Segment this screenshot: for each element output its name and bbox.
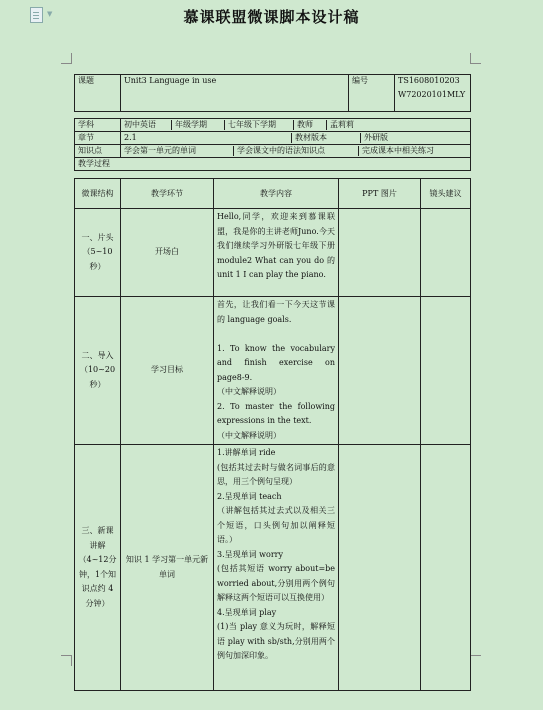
structure-cell: 一、片头（5~10秒） [75, 209, 121, 297]
teacher-value: 孟莉莉 [330, 120, 354, 129]
textbook-value: 外研版 [364, 133, 388, 142]
step-cell: 学习目标 [121, 297, 214, 445]
knowledge-point: 学会课文中的语法知识点 [237, 146, 359, 156]
crop-mark [61, 655, 72, 666]
lesson-header-table [74, 74, 471, 112]
content-line: (1)当 play 意义为玩时，解释短语 play with sb/sth,分别用两个例句加深印象。 [217, 622, 335, 660]
content-line: 2. To master the following expressions in the text. [217, 401, 335, 425]
content-line: (包括其过去时与做名词事后的意思，用三个例句呈现） [217, 462, 335, 486]
chevron-down-icon[interactable]: ▼ [47, 10, 53, 18]
crop-mark [470, 655, 481, 666]
lesson-value: Unit3 Language in use [121, 75, 349, 112]
table-row [75, 445, 471, 691]
step-cell: 知识 1 学习第一单元新单词 [121, 445, 214, 691]
col-shot: 镜头建议 [421, 179, 471, 209]
table-row [75, 209, 471, 297]
col-content: 教学内容 [214, 179, 339, 209]
knowledge-point: 学会第一单元的单词 [124, 146, 234, 156]
content-line: 3.呈现单词 worry [217, 549, 284, 559]
code-value-line: W72020101MLY [398, 90, 466, 99]
subject-label: 学科 [75, 119, 121, 132]
content-line: （中文解释说明） [217, 430, 281, 440]
content-line: 1.讲解单词 ride [217, 448, 276, 457]
subject-row [121, 119, 471, 132]
process-label: 教学过程 [75, 158, 471, 171]
content-line: Hello,同学，欢迎来到慕课联盟，我是你的主讲老师Juno.今天我们继续学习外研版七年级下册 module2 What can you do 的 unit 1 I can play the piano. [217, 212, 335, 279]
content-line [217, 327, 335, 342]
content-cell [214, 209, 339, 297]
ppt-cell [339, 297, 421, 445]
script-table [74, 178, 471, 691]
page-title: 慕课联盟微课脚本设计稿 [183, 8, 360, 26]
chapter-row [121, 132, 471, 145]
table-row [75, 297, 471, 445]
teacher-label: 教师 [297, 120, 327, 130]
content-line: （中文解释说明） [217, 387, 281, 396]
structure-cell: 三、新课讲解（4~12分钟，1个知识点约 4 分钟） [75, 445, 121, 691]
ppt-cell [339, 209, 421, 297]
subject-value: 初中英语 [124, 120, 172, 130]
structure-cell: 二、导入（10~20秒） [75, 297, 121, 445]
shot-cell [421, 209, 471, 297]
textbook-label: 教材版本 [295, 133, 361, 143]
chapter-value: 2.1 [124, 133, 292, 143]
code-value [395, 75, 471, 112]
lesson-info-table [74, 118, 471, 171]
step-cell: 开场白 [121, 209, 214, 297]
shot-cell [421, 445, 471, 691]
code-label: 编号 [349, 75, 395, 112]
content-cell [214, 297, 339, 445]
knowledge-label: 知识点 [75, 145, 121, 158]
col-ppt: PPT 图片 [339, 179, 421, 209]
lesson-label: 课题 [75, 75, 121, 112]
content-line: 1. To know the vocabulary and finish exercise on page8-9. [217, 343, 335, 382]
content-line: （讲解包括其过去式以及相关三个短语，口头例句加以阐释短语。） [217, 506, 335, 544]
content-line: 2.呈现单词 teach [217, 491, 282, 501]
content-line: 4.呈现单词 play [217, 607, 277, 617]
grade-value: 七年级下学期 [228, 120, 294, 130]
chapter-label: 章节 [75, 132, 121, 145]
ppt-cell [339, 445, 421, 691]
content-line: (包括其短语 worry about=be worried about,分别用两个例句解释这两个短语可以互换使用） [217, 564, 335, 602]
content-cell [214, 445, 339, 691]
shot-cell [421, 297, 471, 445]
content-line: 首先，让我们看一下今天这节课的 language goals. [217, 300, 335, 324]
code-value-line: TS1608010203 [398, 76, 460, 85]
col-step: 教学环节 [121, 179, 214, 209]
crop-mark [61, 53, 72, 64]
knowledge-row [121, 145, 471, 158]
grade-label: 年级学期 [175, 120, 225, 130]
crop-mark [470, 53, 481, 64]
col-structure: 微课结构 [75, 179, 121, 209]
knowledge-point: 完成课本中相关练习 [362, 146, 434, 155]
